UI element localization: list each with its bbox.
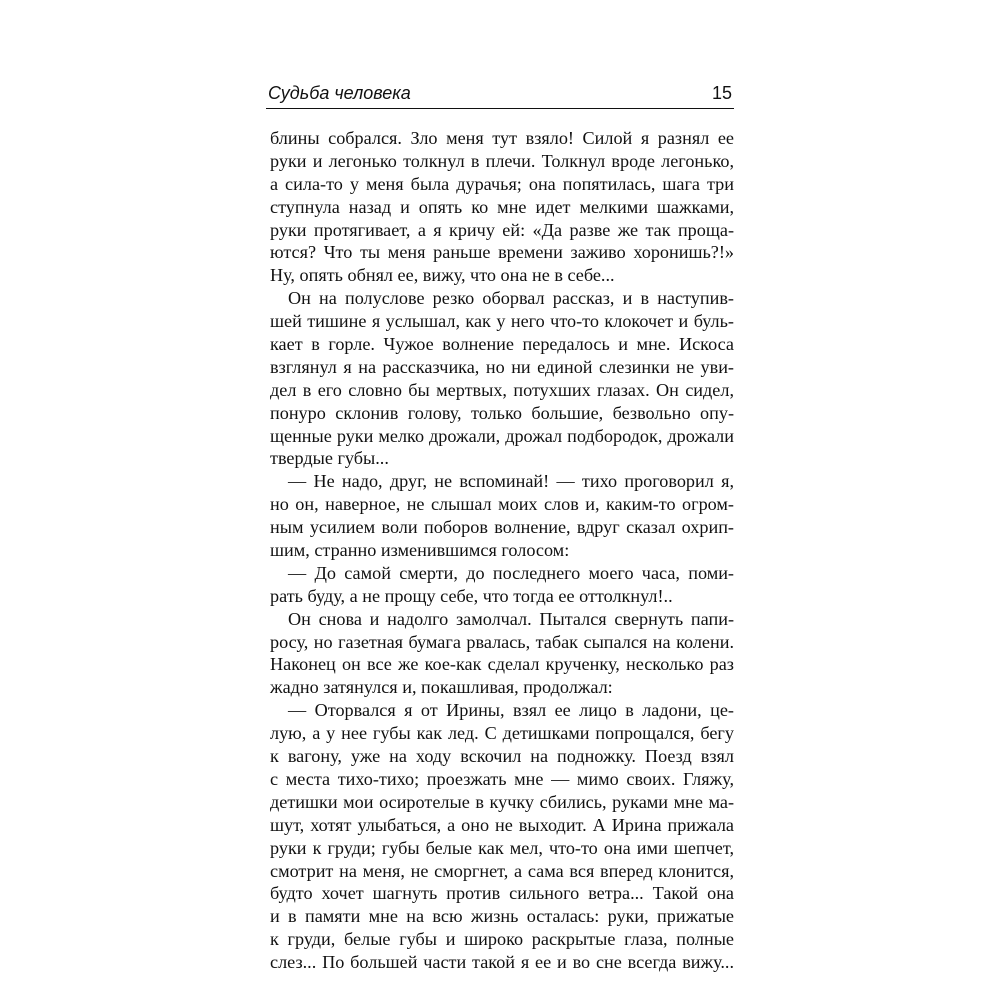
text-line: шут, хотят улыбаться, а оно не выходит. А Ирина прижала — [270, 814, 734, 835]
text-line: шей тишине я услышал, как у него что-то клокочет и буль- — [270, 311, 734, 332]
text-line: ются? Что ты меня раньше времени заживо хоронишь?!» — [270, 242, 734, 263]
text-line: рать буду, а не прощу себе, что тогда ее оттолкнул!.. — [270, 585, 673, 606]
text-line: руки протягивает, а я кричу ей: «Да разве же так проща- — [270, 219, 734, 240]
text-line: и в памяти мне на всю жизнь осталась: руки, прижатые — [270, 906, 734, 927]
text-line: будто хочет шагнуть против сильного ветра... Такой она — [270, 883, 734, 904]
text-line: — Оторвался я от Ирины, взял ее лицо в ладони, це- — [288, 700, 734, 721]
text-line: Наконец он все же кое-как сделал крученку, несколько раз — [270, 654, 734, 675]
text-line: взглянул я на рассказчика, но ни единой слезинки не уви- — [270, 356, 734, 377]
text-line: кает в горле. Чужое волнение передалось и мне. Искоса — [270, 334, 734, 355]
text-line: жадно затянулся и, покашливая, продолжал: — [270, 677, 613, 698]
text-line: ным усилием воли поборов волнение, вдруг сказал охрип- — [270, 517, 734, 538]
text-line: Он снова и надолго замолчал. Пытался свернуть папи- — [288, 608, 734, 629]
text-line: шим, странно изменившимся голосом: — [270, 540, 570, 561]
text-line: — Не надо, друг, не вспоминай! — тихо проговорил я, — [288, 471, 734, 492]
text-line: щенные руки мелко дрожали, дрожал подбородок, дрожали — [270, 425, 734, 446]
text-line: Ну, опять обнял ее, вижу, что она не в себе... — [270, 265, 615, 286]
running-header — [268, 80, 732, 108]
text-line: к вагону, уже на ходу вскочил на подножку. Поезд взял — [270, 746, 734, 767]
text-line: понуро склонив голову, только большие, безвольно опу- — [270, 402, 734, 423]
text-line: руки и легонько толкнул в плечи. Толкнул вроде легонько, — [270, 150, 734, 171]
text-line: смотрит на меня, не сморгнет, а сама вся вперед клонится, — [270, 860, 734, 881]
text-line: с места тихо-тихо; проезжать мне — мимо своих. Гляжу, — [270, 768, 734, 789]
text-line: но он, наверное, не слышал моих слов и, каким-то огром- — [270, 494, 734, 515]
text-line: дел в его словно бы мертвых, потухших глазах. Он сидел, — [270, 379, 734, 400]
text-line: слез... По большей части такой я ее и во сне всегда вижу... — [270, 952, 734, 973]
text-line: к груди, белые губы и широко раскрытые глаза, полные — [270, 929, 734, 950]
text-line: детишки мои осиротелые в кучку сбились, руками мне ма- — [270, 791, 734, 812]
text-line: — До самой смерти, до последнего моего часа, поми- — [288, 562, 734, 583]
page-number: 15 — [711, 83, 732, 103]
text-line: твердые губы... — [270, 448, 389, 469]
text-line: а сила-то у меня была дурачья; она попятилась, шага три — [270, 173, 734, 194]
text-line: Он на полуслове резко оборвал рассказ, и в наступив- — [288, 288, 734, 309]
text-line: росу, но газетная бумага рвалась, табак сыпался на колени. — [270, 631, 734, 652]
header-rule — [266, 108, 734, 109]
text-line: ступнула назад и опять ко мне идет мелкими шажками, — [270, 196, 734, 217]
text-line: блины собрался. Зло меня тут взяло! Силой я разнял ее — [270, 128, 734, 148]
running-title: Судьба человека — [268, 83, 411, 103]
text-line: лую, а у нее губы как лед. С детишками попрощался, бегу — [270, 723, 734, 744]
text-line: руки к груди; губы белые как мел, что-то она ими шепчет, — [270, 837, 734, 858]
body-text — [270, 127, 734, 974]
